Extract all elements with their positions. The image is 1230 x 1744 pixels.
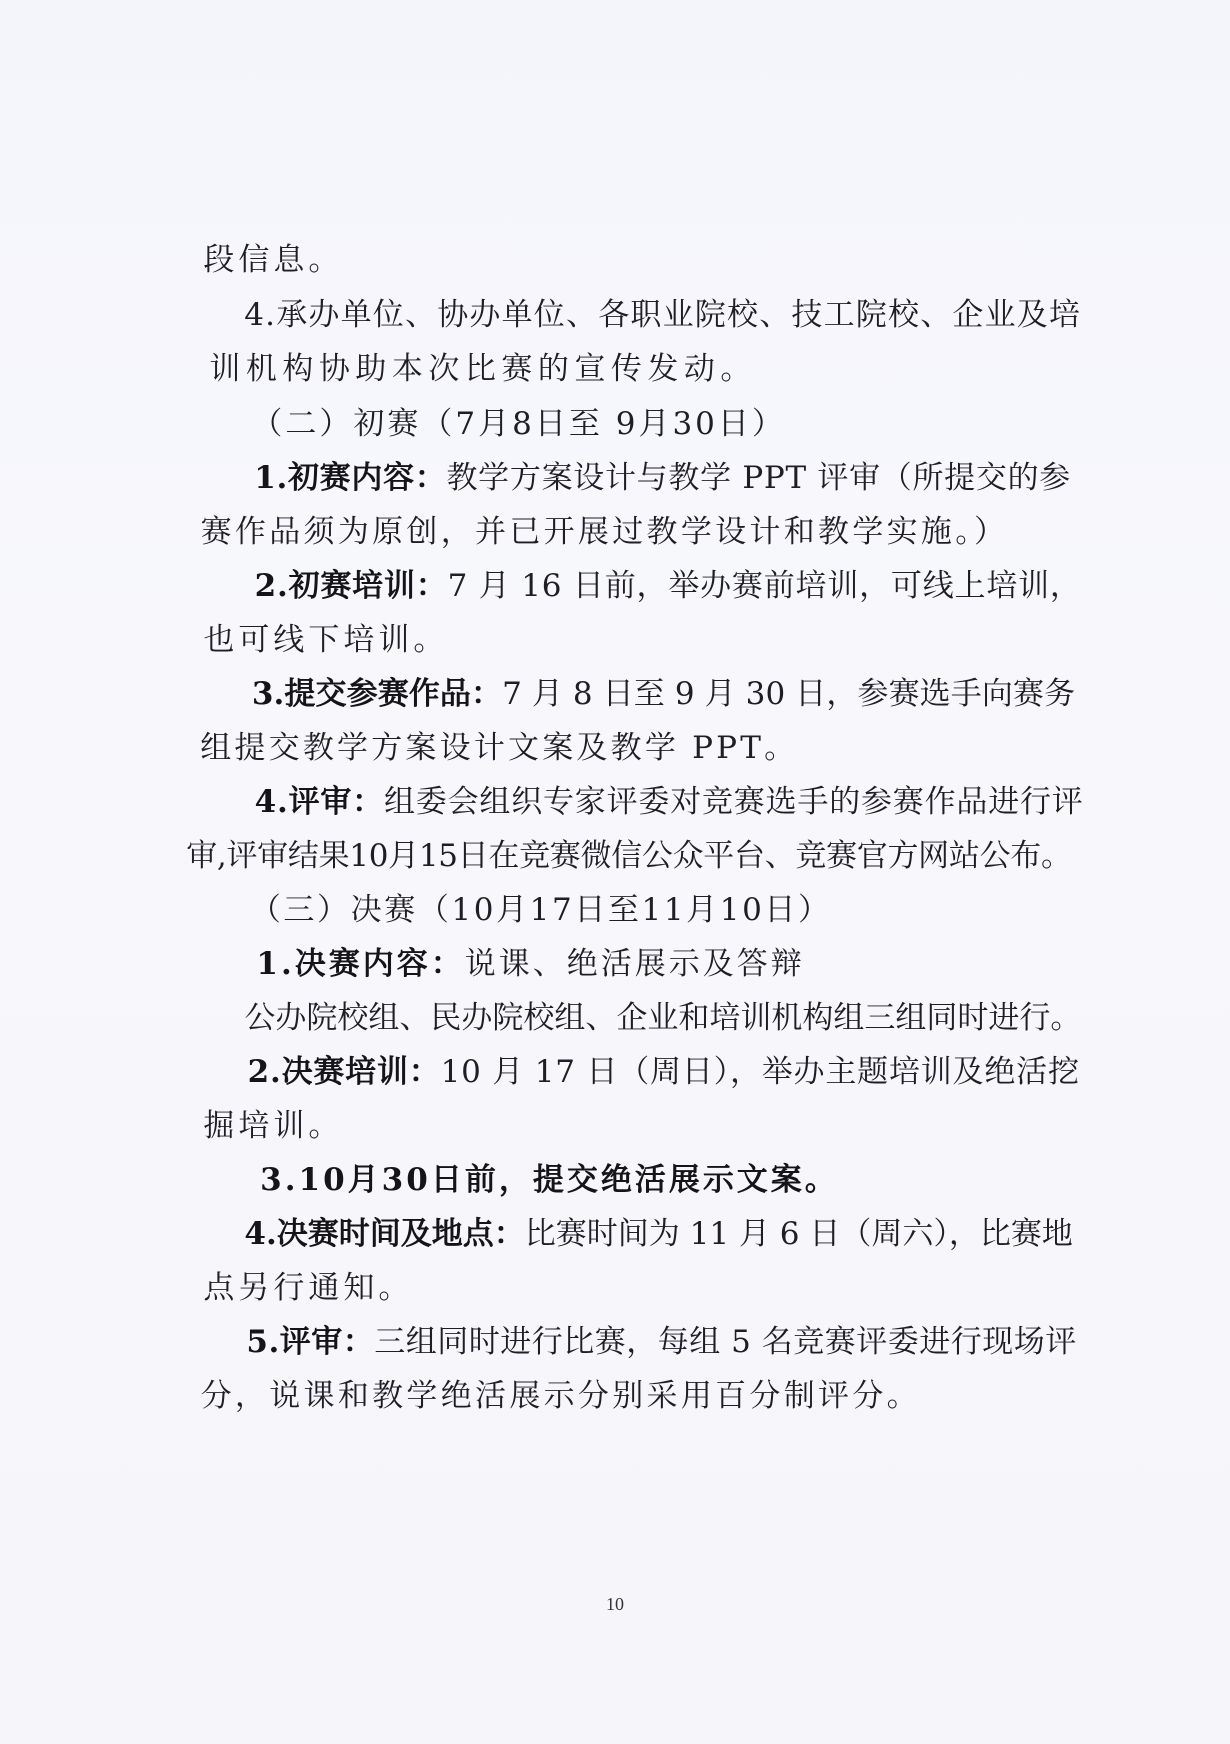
item-label: 2.初赛培训： <box>254 568 448 604</box>
paragraph-text: 也可线下培训。 <box>203 622 449 658</box>
paragraph-text: 比赛时间为 11 月 6 日（周六），比赛地 <box>524 1216 1073 1252</box>
paragraph-text: 组委会组织专家评委对竞赛选手的参赛作品进行评 <box>384 784 1084 820</box>
paragraph-text: 掘培训。 <box>203 1108 344 1144</box>
section-heading-text: （二）初赛（7月8日至 9月30日） <box>251 406 786 442</box>
item-label: 1.初赛内容： <box>254 460 447 496</box>
paragraph-line <box>148 1336 921 1456</box>
paragraph-text: 说课、绝活展示及答辩 <box>464 946 805 982</box>
item-label: 3.提交参赛作品： <box>251 676 503 712</box>
paragraph-text: 段信息。 <box>203 242 344 278</box>
paragraph-text: 审,评审结果10月15日在竞赛微信公众平台、竞赛官方网站公布。 <box>186 838 1072 874</box>
paragraph-text: 点另行通知。 <box>203 1270 414 1306</box>
section-heading-text: （三）决赛（10月17日至11月10日） <box>249 892 832 928</box>
item-label: 4.评审： <box>254 784 384 820</box>
paragraph-text: 训机构协助本次比赛的宣传发动。 <box>209 351 757 387</box>
paragraph-text: 三组同时进行比赛，每组 5 名竞赛评委进行现场评 <box>374 1324 1077 1360</box>
paragraph-text: 组提交教学方案设计文案及教学 PPT。 <box>200 730 799 766</box>
paragraph-text: 分，说课和教学绝活展示分别采用百分制评分。 <box>200 1378 921 1414</box>
paragraph-text: 7 月 8 日至 9 月 30 日，参赛选手向赛务 <box>502 676 1076 712</box>
item-label: 5.评审： <box>246 1324 375 1360</box>
paragraph-text: 10 月 17 日（周日），举办主题培训及绝活挖 <box>440 1054 1080 1090</box>
paragraph-text: 7 月 16 日前，举办赛前培训，可线上培训， <box>447 568 1082 604</box>
item-label: 2.决赛培训： <box>247 1054 441 1090</box>
paragraph-text: 3.10月30日前，提交绝活展示文案。 <box>260 1162 839 1198</box>
paragraph-text: 4.承办单位、协办单位、各职业院校、技工院校、企业及培 <box>244 297 1082 333</box>
page-number: 10 <box>606 1594 624 1614</box>
paragraph-text: 教学方案设计与教学 PPT 评审（所提交的参 <box>446 460 1071 496</box>
paragraph-text: 公办院校组、民办院校组、企业和培训机构组三组同时进行。 <box>244 1000 1082 1036</box>
paragraph-text: 赛作品须为原创，并已开展过教学设计和教学实施。） <box>200 514 1009 550</box>
item-label: 1.决赛内容： <box>256 946 465 982</box>
item-label: 4.决赛时间及地点： <box>244 1216 525 1252</box>
